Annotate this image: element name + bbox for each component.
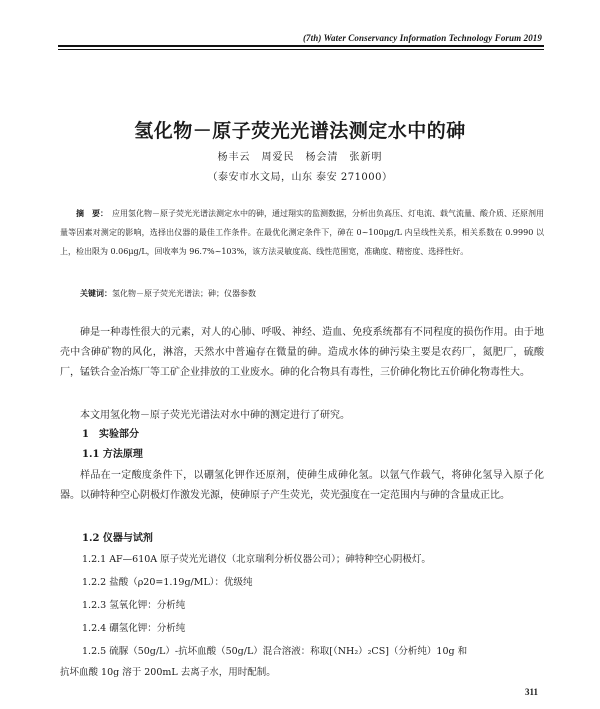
section-heading: 1 实验部分 xyxy=(82,429,139,440)
abstract-label: 摘 要： xyxy=(76,208,108,218)
list-item: 1.2.5 硫脲（50g/L）-抗坏血酸（50g/L）混合溶液：称取[（NH₂）₂CS]（分析纯）10g 和 xyxy=(82,646,468,657)
article-title: 氢化物－原子荧光光谱法测定水中的砷 xyxy=(134,120,466,142)
paragraph-text: 本文用氢化物－原子荧光光谱法对水中砷的测定进行了研究。 xyxy=(80,410,350,421)
list-item: 1.2.3 氢氧化钾：分析纯 xyxy=(82,600,186,611)
subsection-heading-method: 1.1 方法原理 xyxy=(82,449,143,460)
intro-paragraph xyxy=(60,323,544,383)
header-rule xyxy=(58,45,544,47)
subsection-heading-instruments: 1.2 仪器与试剂 xyxy=(82,533,153,544)
keywords-label: 关键词： xyxy=(80,288,112,298)
abstract-text: 应用氢化物－原子荧光光谱法测定水中的砷，通过翔实的监测数据，分析出负高压、灯电流、载气流量、酸介质、还原剂用量等因素对测定的影响，选择出仪器的最佳工作条件。在最优化测定条件下，砷在 0~100μg/L 内呈线性关系，相关系数在 0.9990 以上，检出限为 0.06μg/L，回收率为 96.7%~103%，该方法灵敏度高、线性范围宽，准确度、精密度、选择性好。 xyxy=(60,209,544,256)
keywords xyxy=(80,288,544,299)
abstract xyxy=(60,204,544,261)
page-number: 311 xyxy=(524,687,538,697)
article-affiliation: （泰安市水文局，山东 泰安 271000） xyxy=(207,172,393,183)
purpose-paragraph xyxy=(60,406,544,426)
list-item: 1.2.1 AF—610A 原子荧光光谱仪（北京瑞利分析仪器公司）；砷特种空心阴极灯。 xyxy=(82,554,431,565)
list-item-continuation: 抗坏血酸 10g 溶于 200mL 去离子水，用时配制。 xyxy=(60,667,276,678)
principle-paragraph xyxy=(60,466,544,506)
header-rule-secondary xyxy=(58,49,544,50)
keywords-text: 氢化物－原子荧光光谱法；砷；仪器参数 xyxy=(112,289,256,298)
list-item: 1.2.4 硼氢化钾：分析纯 xyxy=(82,623,186,634)
paragraph-text: 砷是一种毒性很大的元素，对人的心肺、呼吸、神经、造血、免疫系统都有不同程度的损伤作用。由于地壳中含砷矿物的风化，淋溶，天然水中普遍存在微量的砷。造成水体的砷污染主要是农药厂，氮肥厂，硫酸厂，锰铁合金冶炼厂等工矿企业排放的工业废水。砷的化合物具有毒性，三价砷化物比五价砷化物毒性大。 xyxy=(60,327,544,378)
article-authors: 杨丰云 周爱民 杨会清 张新明 xyxy=(217,152,383,163)
list-item: 1.2.2 盐酸（ρ20=1.19g/ML）：优级纯 xyxy=(82,577,253,588)
running-header: (7th) Water Conservancy Information Technology Forum 2019 xyxy=(302,33,542,43)
paragraph-text: 样品在一定酸度条件下，以硼氢化钾作还原剂，使砷生成砷化氢。以氩气作载气，将砷化氢导入原子化器。以砷特种空心阴极灯作激发光源，使砷原子产生荧光，荧光强度在一定范围内与砷的含量成正比。 xyxy=(60,470,544,501)
